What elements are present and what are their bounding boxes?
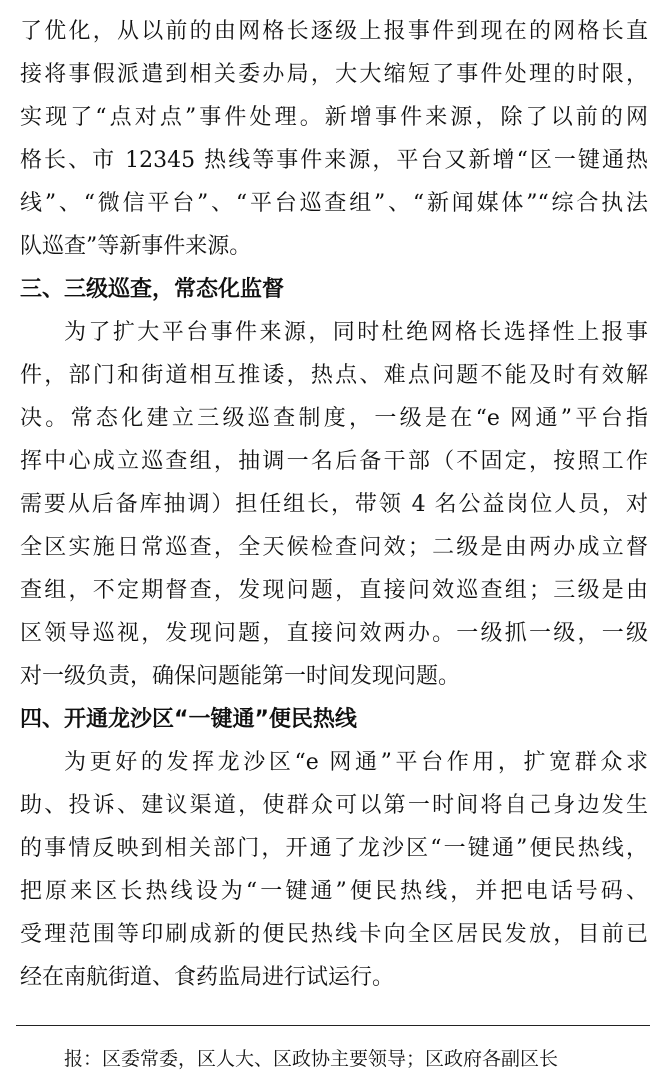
distribution-note: 报：区委常委，区人大、区政协主要领导；区政府各副区长	[64, 1048, 559, 1070]
footer-divider	[16, 1025, 650, 1026]
paragraph-line: 全区实施日常巡查，全天候检查问效；二级是由两办成立督	[20, 535, 648, 560]
paragraph-line: 实现了“点对点”事件处理。新增事件来源，除了以前的网	[20, 105, 648, 130]
paragraph-line: 决。常态化建立三级巡查制度，一级是在“e 网通”平台指	[20, 406, 648, 431]
paragraph-line: 接将事假派遣到相关委办局，大大缩短了事件处理的时限，	[20, 62, 648, 87]
paragraph-line: 件，部门和街道相互推诿，热点、难点问题不能及时有效解	[20, 363, 648, 388]
paragraph-line: 的事情反映到相关部门，开通了龙沙区“一键通”便民热线，	[20, 836, 648, 861]
paragraph-line: 把原来区长热线设为“一键通”便民热线，并把电话号码、	[20, 879, 648, 904]
paragraph-line: 经在南航街道、食药监局进行试运行。	[20, 965, 395, 990]
paragraph-line: 了优化，从以前的由网格长逐级上报事件到现在的网格长直	[20, 19, 648, 44]
paragraph-line: 助、投诉、建议渠道，使群众可以第一时间将自己身边发生	[20, 793, 648, 818]
paragraph-line: 需要从后备库抽调）担任组长，带领 4 名公益岗位人员，对	[20, 492, 648, 517]
section-heading: 三、三级巡查，常态化监督	[20, 277, 285, 302]
paragraph-line: 区领导巡视，发现问题，直接问效两办。一级抓一级，一级	[20, 621, 648, 646]
paragraph-line: 格长、市 12345 热线等事件来源，平台又新增“区一键通热	[20, 148, 648, 173]
paragraph-line: 为了扩大平台事件来源，同时杜绝网格长选择性上报事	[64, 320, 648, 345]
paragraph-line: 队巡查”等新事件来源。	[20, 234, 252, 259]
section-heading: 四、开通龙沙区“一键通”便民热线	[20, 707, 357, 732]
paragraph-line: 挥中心成立巡查组，抽调一名后备干部（不固定，按照工作	[20, 449, 648, 474]
paragraph-line: 线”、“微信平台”、“平台巡查组”、“新闻媒体”“综合执法	[20, 191, 648, 216]
paragraph-line: 受理范围等印刷成新的便民热线卡向全区居民发放，目前已	[20, 922, 648, 947]
paragraph-line: 查组，不定期督查，发现问题，直接问效巡查组；三级是由	[20, 578, 648, 603]
paragraph-line: 对一级负责，确保问题能第一时间发现问题。	[20, 664, 461, 689]
paragraph-line: 为更好的发挥龙沙区“e 网通”平台作用，扩宽群众求	[64, 750, 648, 775]
